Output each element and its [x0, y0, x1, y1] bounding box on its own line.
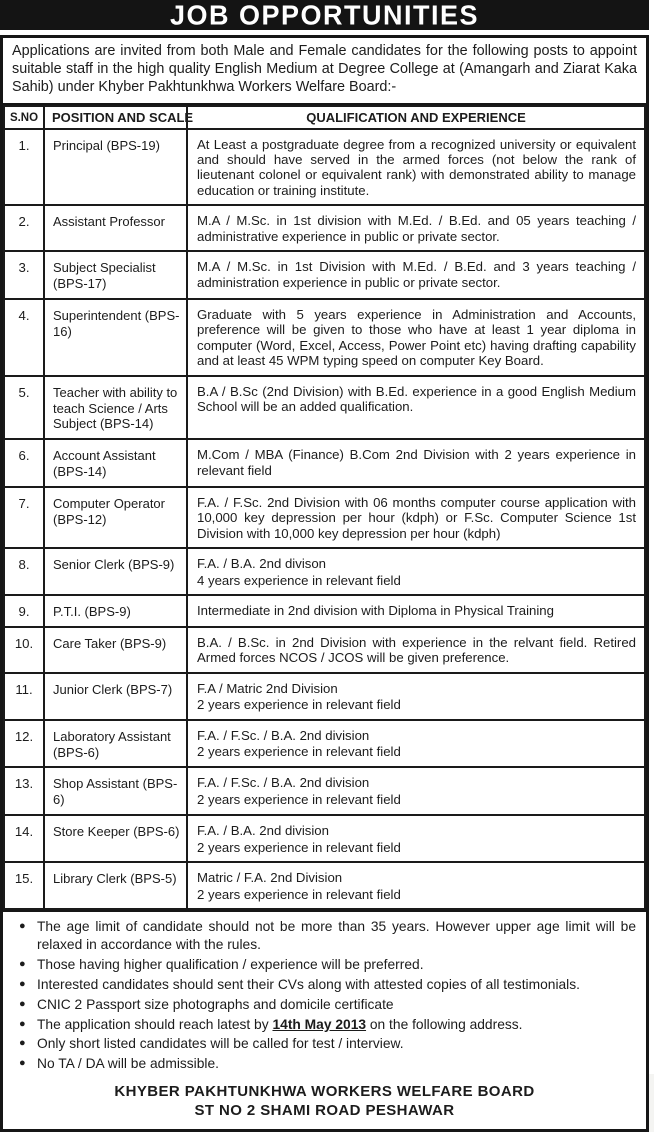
- footer-street-address: ST NO 2 SHAMI ROAD PESHAWAR: [194, 1102, 455, 1120]
- list-item: [11, 1035, 636, 1053]
- note-text: The age limit of candidate should not be more than 35 years. However upper age limit will be relaxed in accordance with the rules.: [37, 918, 636, 952]
- table-row: [4, 673, 645, 720]
- positions-table: [3, 105, 646, 910]
- table-row: [4, 376, 645, 440]
- column-header-qualification: QUALIFICATION AND EXPERIENCE: [187, 106, 645, 129]
- row-serial-number: 1.: [4, 129, 44, 206]
- row-position-and-scale: Store Keeper (BPS-6): [44, 815, 187, 862]
- list-item: [11, 1055, 636, 1073]
- row-serial-number: 9.: [4, 595, 44, 627]
- footer-address: [3, 1079, 646, 1129]
- row-qualification: Matric / F.A. 2nd Division 2 years experience in relevant field: [187, 862, 645, 909]
- row-serial-number: 5.: [4, 376, 44, 440]
- note-text: CNIC 2 Passport size photographs and domicile certificate: [37, 996, 394, 1012]
- row-position-and-scale: Teacher with ability to teach Science / Arts Subject (BPS-14): [44, 376, 187, 440]
- footer-org-name: KHYBER PAKHTUNKHWA WORKERS WELFARE BOARD: [114, 1083, 535, 1101]
- column-header-position: POSITION AND SCALE: [44, 106, 187, 129]
- row-qualification: F.A. / B.A. 2nd division 2 years experience in relevant field: [187, 815, 645, 862]
- bullet-icon: ●: [19, 977, 26, 990]
- row-serial-number: 3.: [4, 251, 44, 299]
- row-qualification: F.A. / F.Sc. / B.A. 2nd division 2 years experience in relevant field: [187, 720, 645, 768]
- row-qualification: B.A. / B.Sc. in 2nd Division with experience in the relvant field. Retired Armed forces NCOS / JCOS will be given preference.: [187, 627, 645, 673]
- row-position-and-scale: Shop Assistant (BPS-6): [44, 767, 187, 815]
- row-serial-number: 4.: [4, 299, 44, 376]
- row-position-and-scale: Junior Clerk (BPS-7): [44, 673, 187, 720]
- row-qualification: Intermediate in 2nd division with Diploma in Physical Training: [187, 595, 645, 627]
- table-row: [4, 815, 645, 862]
- row-serial-number: 6.: [4, 439, 44, 487]
- row-position-and-scale: Account Assistant (BPS-14): [44, 439, 187, 487]
- bullet-icon: ●: [19, 919, 26, 932]
- title-bar: [0, 0, 649, 30]
- table-row: [4, 251, 645, 299]
- row-qualification: M.Com / MBA (Finance) B.Com 2nd Division with 2 years experience in relevant field: [187, 439, 645, 487]
- row-qualification: F.A. / B.A. 2nd divison 4 years experience in relevant field: [187, 548, 645, 595]
- list-item: [11, 1016, 636, 1034]
- table-row: [4, 205, 645, 251]
- row-position-and-scale: Senior Clerk (BPS-9): [44, 548, 187, 595]
- row-serial-number: 11.: [4, 673, 44, 720]
- row-qualification: F.A. / F.Sc. 2nd Division with 06 months computer course application with 10,000 key depression per hour (kdph) or F.Sc. Computer Science 1st Division with 10,000 key depression per hour (kdph): [187, 487, 645, 548]
- note-text: The application should reach latest by 14th May 2013 on the following address.: [37, 1016, 523, 1032]
- row-qualification: At Least a postgraduate degree from a recognized university or equivalent and should have served in the armed forces (not below the rank of lieutenant colonel or equivalent rank) with demonstrated ability to manage education or training institute.: [187, 129, 645, 206]
- row-serial-number: 8.: [4, 548, 44, 595]
- row-qualification: M.A / M.Sc. in 1st Division with M.Ed. / B.Ed. and 3 years teaching / administration experience in public or private sector.: [187, 251, 645, 299]
- row-position-and-scale: Principal (BPS-19): [44, 129, 187, 206]
- row-qualification: M.A / M.Sc. in 1st division with M.Ed. / B.Ed. and 05 years teaching / administrative experience in public or private sector.: [187, 205, 645, 251]
- deadline-date: 14th May 2013: [272, 1016, 367, 1032]
- row-position-and-scale: Assistant Professor: [44, 205, 187, 251]
- ad-body-frame: [0, 35, 649, 1132]
- bullet-icon: ●: [19, 957, 26, 970]
- row-serial-number: 15.: [4, 862, 44, 909]
- row-position-and-scale: Subject Specialist (BPS-17): [44, 251, 187, 299]
- row-qualification: B.A / B.Sc (2nd Division) with B.Ed. experience in a good English Medium School will be an added qualification.: [187, 376, 645, 440]
- row-position-and-scale: Care Taker (BPS-9): [44, 627, 187, 673]
- row-qualification: Graduate with 5 years experience in Administration and Accounts, preference will be given to those who have at least 1 year diploma in computer (Word, Excel, Access, Power Point etc) having drafting capability and at least 45 WPM typing speed on computer Key Board.: [187, 299, 645, 376]
- row-serial-number: 12.: [4, 720, 44, 768]
- column-header-sno: S.NO: [4, 106, 44, 129]
- list-item: [11, 996, 636, 1014]
- row-serial-number: 7.: [4, 487, 44, 548]
- list-item: [11, 918, 636, 954]
- row-position-and-scale: Library Clerk (BPS-5): [44, 862, 187, 909]
- row-position-and-scale: P.T.I. (BPS-9): [44, 595, 187, 627]
- notes-list: [3, 910, 646, 1079]
- note-text: Interested candidates should sent their CVs along with attested copies of all testimonials.: [37, 976, 580, 992]
- row-qualification: F.A. / F.Sc. / B.A. 2nd division 2 years experience in relevant field: [187, 767, 645, 815]
- row-serial-number: 13.: [4, 767, 44, 815]
- table-row: [4, 439, 645, 487]
- bullet-icon: ●: [19, 1057, 26, 1070]
- table-row: [4, 720, 645, 768]
- ad-title: JOB OPPORTUNITIES: [169, 0, 480, 31]
- row-serial-number: 10.: [4, 627, 44, 673]
- table-row: [4, 767, 645, 815]
- table-row: [4, 487, 645, 548]
- table-row: [4, 595, 645, 627]
- bullet-icon: ●: [19, 1017, 26, 1030]
- note-text: No TA / DA will be admissible.: [37, 1056, 219, 1072]
- row-serial-number: 2.: [4, 205, 44, 251]
- table-row: [4, 862, 645, 909]
- positions-table-body: [4, 129, 645, 909]
- list-item: [11, 976, 636, 994]
- row-serial-number: 14.: [4, 815, 44, 862]
- list-item: [11, 956, 636, 974]
- intro-paragraph: Applications are invited from both Male and Female candidates for the following posts to appoint suitable staff in the high quality English Medium at Degree College at (Amangarh and Ziarat Kaka Sahib) under Khyber Pakhtunkhwa Workers Welfare Board:-: [3, 38, 646, 105]
- note-text: Only short listed candidates will be called for test / interview.: [37, 1036, 404, 1052]
- table-row: [4, 129, 645, 206]
- row-qualification: F.A / Matric 2nd Division 2 years experience in relevant field: [187, 673, 645, 720]
- row-position-and-scale: Laboratory Assistant (BPS-6): [44, 720, 187, 768]
- table-header-row: [4, 106, 645, 129]
- table-row: [4, 627, 645, 673]
- row-position-and-scale: Superintendent (BPS-16): [44, 299, 187, 376]
- table-row: [4, 548, 645, 595]
- row-position-and-scale: Computer Operator (BPS-12): [44, 487, 187, 548]
- bullet-icon: ●: [19, 1037, 26, 1050]
- bullet-icon: ●: [19, 997, 26, 1010]
- table-row: [4, 299, 645, 376]
- note-text: Those having higher qualification / experience will be preferred.: [37, 956, 424, 972]
